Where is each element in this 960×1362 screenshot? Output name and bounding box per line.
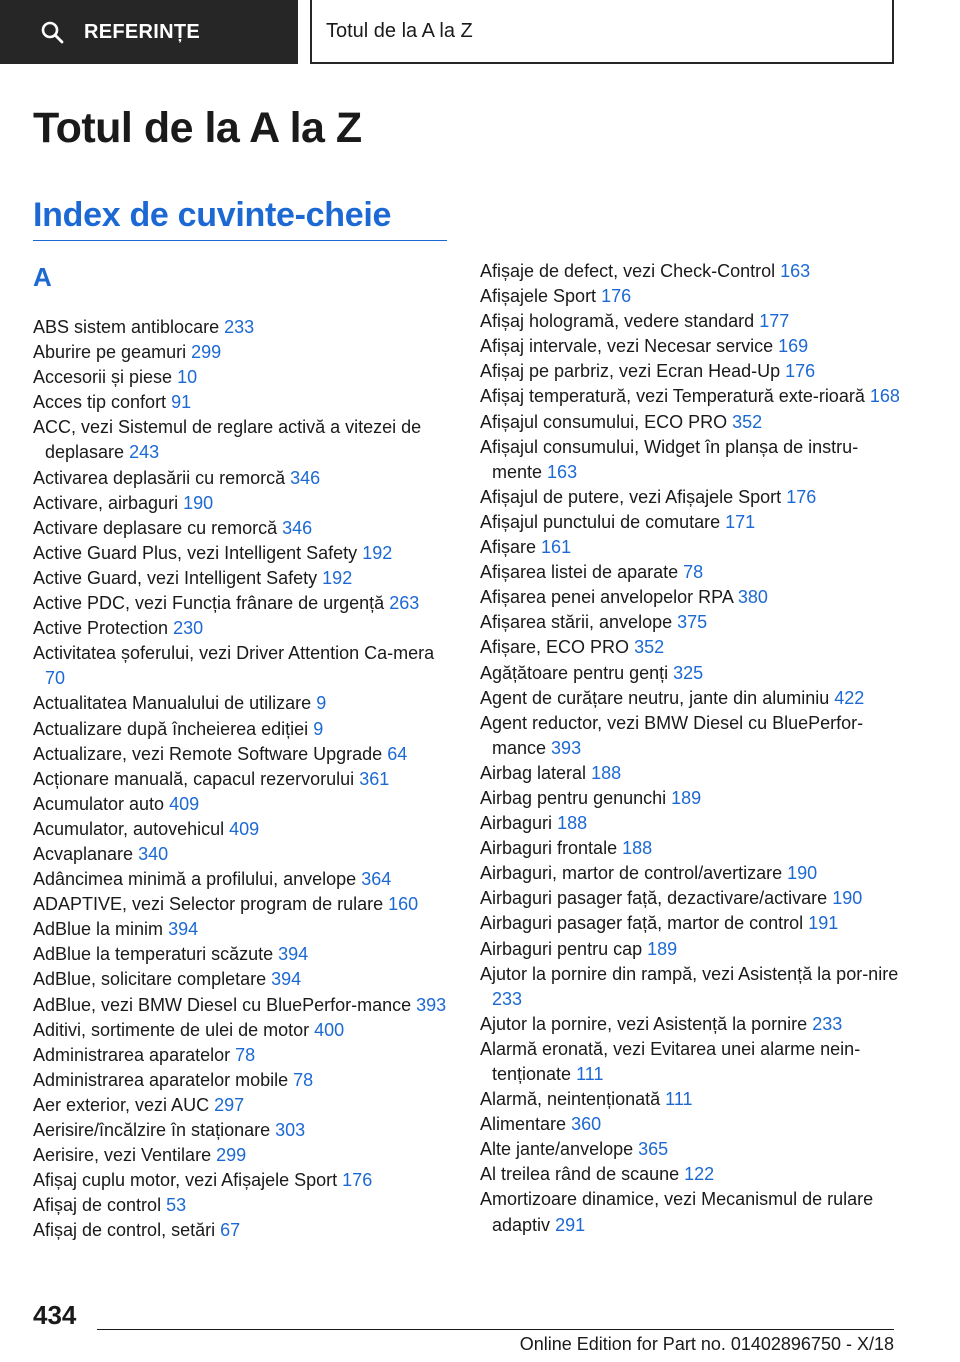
index-entry-text: Afișaj de control bbox=[33, 1195, 162, 1216]
page-reference-link[interactable]: 177 bbox=[759, 311, 790, 332]
index-entry bbox=[480, 334, 900, 359]
page-reference-link[interactable]: 111 bbox=[665, 1089, 693, 1110]
index-entry-text: Alimentare bbox=[480, 1114, 567, 1135]
index-entry bbox=[33, 691, 447, 716]
index-entry-text: Active PDC, vezi Funcția frânare de urgență bbox=[33, 593, 385, 614]
index-entry bbox=[480, 610, 900, 635]
index-entry bbox=[480, 911, 900, 936]
index-entry bbox=[33, 1093, 447, 1118]
index-entry bbox=[480, 435, 900, 485]
page-reference-link[interactable]: 190 bbox=[183, 492, 214, 513]
index-entry bbox=[33, 415, 447, 465]
page-reference-link[interactable]: 111 bbox=[576, 1064, 604, 1084]
index-entry bbox=[33, 917, 447, 942]
page-reference-link[interactable]: 9 bbox=[313, 718, 324, 739]
index-entry bbox=[33, 616, 447, 641]
page-reference-link[interactable]: 91 bbox=[171, 392, 192, 413]
index-entry-text: Administrarea aparatelor mobile bbox=[33, 1069, 289, 1090]
index-entry-text: Airbaguri bbox=[480, 813, 553, 834]
page-reference-link[interactable]: 176 bbox=[342, 1170, 373, 1191]
breadcrumb-label: Totul de la A la Z bbox=[326, 19, 473, 42]
index-entry-text: Afișare bbox=[480, 537, 537, 558]
index-entry-text: Acumulator auto bbox=[33, 793, 165, 814]
index-entry-text: Agent de curățare neutru, jante din aluminiu bbox=[480, 687, 830, 708]
page-reference-link[interactable]: 352 bbox=[634, 637, 665, 658]
page-reference-link[interactable]: 176 bbox=[601, 286, 632, 307]
index-entry-text: Active Guard, vezi Intelligent Safety bbox=[33, 567, 318, 588]
index-entry-text: Agățătoare pentru genți bbox=[480, 662, 669, 683]
page-reference-link[interactable]: 364 bbox=[361, 869, 392, 890]
index-entry-text: Afișaj temperatură, vezi Temperatură exte-rioară bbox=[480, 386, 865, 407]
index-entry bbox=[480, 284, 900, 309]
index-entry bbox=[480, 485, 900, 510]
index-entry-text: Amortizoare dinamice, vezi Mecanismul de rulare adaptiv bbox=[480, 1189, 874, 1235]
index-entry-text: Acces tip confort bbox=[33, 392, 167, 413]
index-entry-text: Aerisire, vezi Ventilare bbox=[33, 1145, 212, 1166]
page-reference-link[interactable]: 188 bbox=[591, 762, 622, 783]
page-reference-link[interactable]: 188 bbox=[622, 838, 653, 859]
index-entry-text: Afișaj cuplu motor, vezi Afișajele Sport bbox=[33, 1170, 338, 1191]
index-entry-text: ABS sistem antiblocare bbox=[33, 317, 220, 337]
index-entry bbox=[480, 962, 900, 1012]
page-reference-link[interactable]: 78 bbox=[683, 562, 704, 583]
index-entry-text: Aer exterior, vezi AUC bbox=[33, 1094, 210, 1115]
index-entry bbox=[33, 967, 447, 992]
page-reference-link[interactable]: 67 bbox=[220, 1220, 241, 1241]
index-entry bbox=[33, 1218, 447, 1243]
section-divider bbox=[33, 240, 447, 241]
page-reference-link[interactable]: 188 bbox=[557, 813, 588, 834]
index-column-left bbox=[33, 315, 447, 1243]
footer-divider bbox=[97, 1329, 894, 1330]
page-reference-link[interactable]: 340 bbox=[138, 843, 169, 864]
page-reference-link[interactable]: 409 bbox=[229, 818, 260, 839]
index-entry bbox=[33, 1168, 447, 1193]
index-entry-text: Afișajul consumului, ECO PRO bbox=[480, 411, 728, 432]
index-entry-text: Afișaj hologramă, vedere standard bbox=[480, 311, 755, 332]
index-entry bbox=[33, 1118, 447, 1143]
page-reference-link[interactable]: 53 bbox=[166, 1195, 187, 1216]
index-entry-text: Afișarea penei anvelopelor RPA bbox=[480, 587, 733, 608]
index-entry bbox=[480, 410, 900, 435]
index-entry bbox=[480, 1112, 900, 1137]
page-reference-link[interactable]: 299 bbox=[216, 1145, 247, 1166]
index-entry bbox=[33, 1193, 447, 1218]
index-entry bbox=[480, 1162, 900, 1187]
page-reference-link[interactable]: 325 bbox=[673, 662, 704, 683]
index-entry bbox=[33, 742, 447, 767]
index-entry-text: Agent reductor, vezi BMW Diesel cu BluePerfor-mance bbox=[480, 712, 864, 758]
index-entry bbox=[480, 635, 900, 660]
page-reference-link[interactable]: 190 bbox=[832, 888, 863, 909]
index-entry bbox=[33, 767, 447, 792]
index-entry bbox=[480, 560, 900, 585]
index-entry bbox=[480, 786, 900, 811]
page-reference-link[interactable]: 9 bbox=[316, 693, 327, 714]
index-entry-text: Actualizare, vezi Remote Software Upgrade bbox=[33, 743, 383, 764]
page-reference-link[interactable]: 422 bbox=[834, 687, 865, 708]
index-entry bbox=[480, 1037, 900, 1087]
index-entry-text: Active Guard Plus, vezi Intelligent Safety bbox=[33, 542, 358, 563]
index-entry bbox=[480, 585, 900, 610]
page-reference-link[interactable]: 352 bbox=[732, 411, 763, 432]
index-entry bbox=[33, 315, 447, 340]
index-entry bbox=[33, 1043, 447, 1068]
page-reference-link[interactable]: 192 bbox=[322, 567, 353, 588]
index-entry bbox=[480, 510, 900, 535]
index-entry-text: Al treilea rând de scaune bbox=[480, 1164, 680, 1185]
index-entry bbox=[480, 1137, 900, 1162]
page-reference-link[interactable]: 299 bbox=[191, 342, 222, 363]
index-entry bbox=[480, 761, 900, 786]
page-reference-link[interactable]: 192 bbox=[362, 542, 393, 563]
index-entry bbox=[33, 591, 447, 616]
index-entry-text: ACC, vezi Sistemul de reglare activă a vitezei de deplasare bbox=[33, 417, 422, 463]
page-reference-link[interactable]: 375 bbox=[677, 612, 708, 633]
page-reference-link[interactable]: 394 bbox=[278, 944, 309, 965]
index-letter-heading: A bbox=[33, 262, 52, 292]
index-entry-text: Afișaj de control, setări bbox=[33, 1220, 216, 1241]
index-entry-text: AdBlue la temperaturi scăzute bbox=[33, 944, 274, 965]
index-entry-text: Accesorii și piese bbox=[33, 367, 173, 388]
index-entry bbox=[33, 641, 447, 691]
page-reference-link[interactable]: 171 bbox=[725, 511, 756, 532]
index-entry-text: Acționare manuală, capacul rezervorului bbox=[33, 768, 355, 789]
page-title: Totul de la A la Z bbox=[33, 104, 362, 152]
page-reference-link[interactable]: 346 bbox=[282, 517, 313, 538]
index-entry bbox=[33, 365, 447, 390]
index-entry bbox=[33, 390, 447, 415]
index-entry-text: AdBlue, vezi BMW Diesel cu BluePerfor-mance bbox=[33, 994, 412, 1015]
page-reference-link[interactable]: 233 bbox=[812, 1013, 843, 1034]
index-entry bbox=[480, 359, 900, 384]
page-reference-link[interactable]: 243 bbox=[129, 442, 160, 463]
index-entry bbox=[33, 717, 447, 742]
index-entry-text: Aerisire/încălzire în staționare bbox=[33, 1120, 271, 1140]
index-entry-text: Afișaj intervale, vezi Necesar service bbox=[480, 336, 774, 357]
page-reference-link[interactable]: 163 bbox=[780, 261, 811, 281]
index-entry bbox=[33, 817, 447, 842]
index-entry-text: Administrarea aparatelor bbox=[33, 1044, 231, 1065]
page-reference-link[interactable]: 346 bbox=[290, 467, 321, 488]
index-entry bbox=[33, 1068, 447, 1093]
page-reference-link[interactable]: 64 bbox=[387, 743, 408, 764]
page-reference-link[interactable]: 78 bbox=[235, 1044, 256, 1065]
index-entry-text: Airbag lateral bbox=[480, 762, 587, 783]
index-entry-text: Active Protection bbox=[33, 618, 169, 639]
index-entry bbox=[33, 541, 447, 566]
page-reference-link[interactable]: 161 bbox=[541, 537, 572, 558]
index-entry bbox=[33, 792, 447, 817]
index-entry-text: Ajutor la pornire, vezi Asistență la pornire bbox=[480, 1013, 808, 1034]
page-reference-link[interactable]: 233 bbox=[224, 317, 255, 337]
references-tab[interactable] bbox=[0, 0, 298, 64]
breadcrumb[interactable] bbox=[310, 0, 894, 64]
index-entry bbox=[480, 1187, 900, 1237]
index-entry-text: Afișajul punctului de comutare bbox=[480, 511, 721, 532]
page-reference-link[interactable]: 233 bbox=[492, 988, 523, 1009]
index-entry-text: Alte jante/anvelope bbox=[480, 1139, 634, 1160]
index-entry-text: Aditivi, sortimente de ulei de motor bbox=[33, 1019, 310, 1040]
page-reference-link[interactable]: 122 bbox=[684, 1164, 715, 1185]
index-entry-text: Afișarea stării, anvelope bbox=[480, 612, 673, 633]
page-reference-link[interactable]: 361 bbox=[359, 768, 390, 789]
index-entry-text: Airbaguri pasager față, dezactivare/activare bbox=[480, 888, 828, 909]
index-entry bbox=[480, 811, 900, 836]
edition-footer: Online Edition for Part no. 01402896750 - X/18 bbox=[519, 1334, 894, 1354]
index-entry-text: Airbaguri pasager față, martor de control bbox=[480, 913, 804, 934]
page-reference-link[interactable]: 176 bbox=[786, 486, 817, 507]
index-entry bbox=[33, 1018, 447, 1043]
index-entry-text: Activitatea șoferului, vezi Driver Attention Ca-mera bbox=[33, 643, 435, 664]
index-entry bbox=[33, 842, 447, 867]
index-entry-text: Afișarea listei de aparate bbox=[480, 562, 679, 583]
index-entry-text: Alarmă eronată, vezi Evitarea unei alarme nein-tenționate bbox=[480, 1038, 861, 1084]
index-entry bbox=[480, 259, 900, 284]
index-entry bbox=[480, 309, 900, 334]
index-entry-text: ADAPTIVE, vezi Selector program de rulare bbox=[33, 894, 384, 915]
top-navigation-bar bbox=[0, 0, 960, 66]
index-entry bbox=[480, 384, 900, 409]
page-reference-link[interactable]: 189 bbox=[647, 938, 678, 959]
page-reference-link[interactable]: 230 bbox=[173, 618, 204, 639]
index-entry bbox=[33, 516, 447, 541]
page-reference-link[interactable]: 163 bbox=[547, 461, 578, 482]
search-icon bbox=[40, 20, 64, 44]
index-entry bbox=[33, 340, 447, 365]
index-entry bbox=[33, 942, 447, 967]
index-entry-text: Ajutor la pornire din rampă, vezi Asistență la por-nire bbox=[480, 963, 899, 984]
index-entry-text: Afișaj pe parbriz, vezi Ecran Head-Up bbox=[480, 361, 781, 382]
index-entry bbox=[33, 491, 447, 516]
page-reference-link[interactable]: 380 bbox=[737, 587, 768, 608]
index-entry bbox=[33, 892, 447, 917]
index-entry bbox=[480, 861, 900, 886]
page-reference-link[interactable]: 168 bbox=[869, 386, 900, 407]
index-entry-text: AdBlue la minim bbox=[33, 919, 164, 940]
index-entry-text: Actualitatea Manualului de utilizare bbox=[33, 693, 312, 714]
index-entry-text: Adâncimea minimă a profilului, anvelope bbox=[33, 869, 357, 890]
index-entry bbox=[480, 1087, 900, 1112]
references-tab-label: REFERINȚE bbox=[84, 20, 201, 43]
index-entry bbox=[480, 1012, 900, 1037]
index-entry bbox=[33, 993, 447, 1018]
index-entry bbox=[33, 566, 447, 591]
index-entry-text: AdBlue, solicitare completare bbox=[33, 969, 267, 990]
page-reference-link[interactable]: 303 bbox=[275, 1120, 306, 1140]
index-entry bbox=[480, 711, 900, 761]
page-reference-link[interactable]: 189 bbox=[671, 787, 702, 808]
index-entry bbox=[480, 886, 900, 911]
page-reference-link[interactable]: 400 bbox=[314, 1019, 345, 1040]
page-reference-link[interactable]: 191 bbox=[808, 913, 839, 934]
index-entry bbox=[33, 867, 447, 892]
index-entry-text: Airbaguri frontale bbox=[480, 838, 618, 859]
index-entry-text: Activare deplasare cu remorcă bbox=[33, 517, 278, 538]
index-entry-text: Acumulator, autovehicul bbox=[33, 818, 225, 839]
index-entry-text: Afișaje de defect, vezi Check-Control bbox=[480, 261, 776, 281]
index-entry bbox=[480, 686, 900, 711]
index-entry bbox=[480, 937, 900, 962]
page-number: 434 bbox=[33, 1300, 77, 1330]
page-reference-link[interactable]: 394 bbox=[168, 919, 199, 940]
page-reference-link[interactable]: 10 bbox=[177, 367, 198, 388]
index-entry bbox=[480, 535, 900, 560]
page-reference-link[interactable]: 297 bbox=[214, 1094, 245, 1115]
page-reference-link[interactable]: 291 bbox=[555, 1214, 586, 1235]
index-entry-text: Afișajul de putere, vezi Afișajele Sport bbox=[480, 486, 782, 507]
page-reference-link[interactable]: 393 bbox=[551, 737, 582, 758]
section-title: Index de cuvinte-cheie bbox=[33, 196, 392, 234]
index-entry-text: Afișajul consumului, Widget în planșa de instru-mente bbox=[480, 436, 859, 482]
index-entry bbox=[480, 661, 900, 686]
index-entry bbox=[480, 836, 900, 861]
index-entry bbox=[33, 466, 447, 491]
page-reference-link[interactable]: 78 bbox=[293, 1069, 314, 1090]
index-column-right bbox=[480, 259, 900, 1238]
index-entry-text: Airbaguri, martor de control/avertizare bbox=[480, 863, 783, 884]
page-reference-link[interactable]: 70 bbox=[45, 668, 66, 689]
index-entry-text: Airbaguri pentru cap bbox=[480, 938, 643, 959]
page-reference-link[interactable]: 190 bbox=[787, 863, 818, 884]
page-reference-link[interactable]: 393 bbox=[416, 994, 447, 1015]
page-reference-link[interactable]: 160 bbox=[388, 894, 419, 915]
index-entry-text: Activarea deplasării cu remorcă bbox=[33, 467, 286, 488]
index-entry-text: Acvaplanare bbox=[33, 843, 134, 864]
index-entry-text: Afișare, ECO PRO bbox=[480, 637, 630, 658]
index-entry-text: Alarmă, neintenționată bbox=[480, 1089, 661, 1110]
index-entry-text: Airbag pentru genunchi bbox=[480, 787, 667, 808]
index-entry-text: Actualizare după încheierea ediției bbox=[33, 718, 309, 739]
index-entry bbox=[33, 1143, 447, 1168]
index-entry-text: Aburire pe geamuri bbox=[33, 342, 187, 363]
index-entry-text: Activare, airbaguri bbox=[33, 492, 179, 513]
page-reference-link[interactable]: 263 bbox=[389, 593, 420, 614]
page-reference-link[interactable]: 365 bbox=[638, 1139, 669, 1160]
page-reference-link[interactable]: 176 bbox=[785, 361, 816, 382]
index-entry-text: Afișajele Sport bbox=[480, 286, 597, 307]
page-reference-link[interactable]: 360 bbox=[571, 1114, 602, 1135]
page-reference-link[interactable]: 394 bbox=[271, 969, 302, 990]
page-reference-link[interactable]: 409 bbox=[169, 793, 200, 814]
page-reference-link[interactable]: 169 bbox=[778, 336, 809, 357]
